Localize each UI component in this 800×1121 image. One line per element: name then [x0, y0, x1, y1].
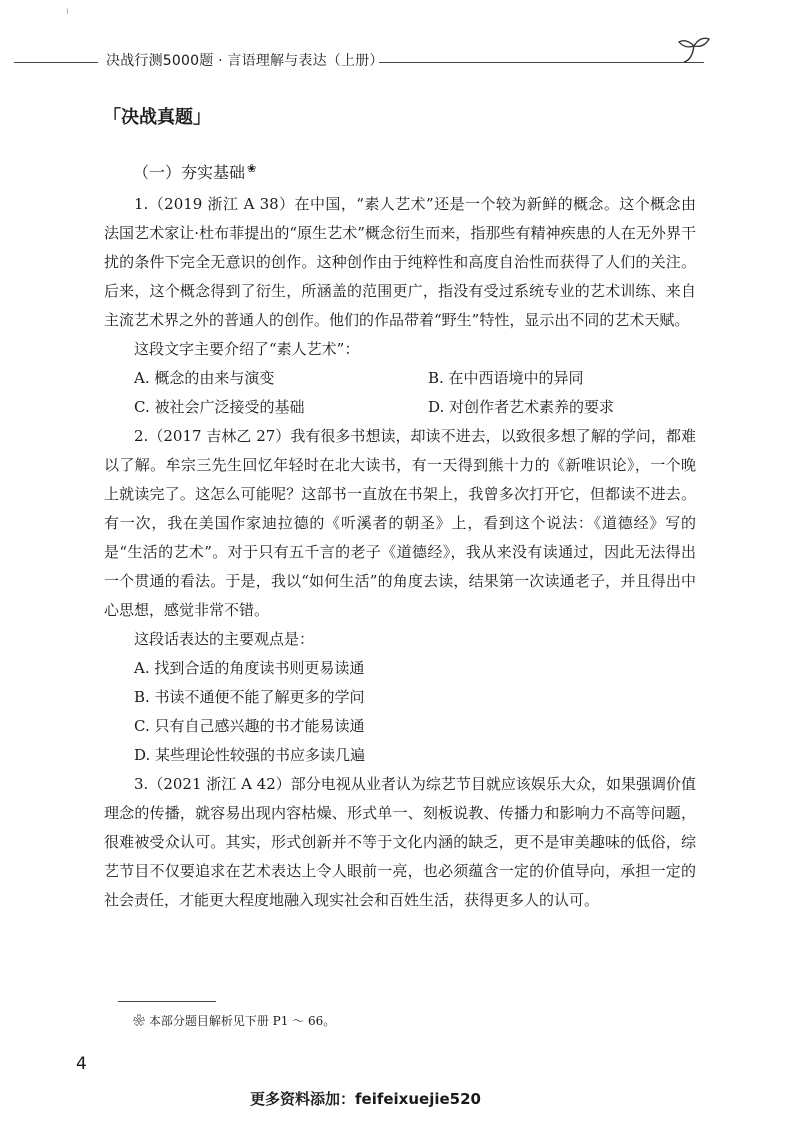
option-d: D. 某些理论性较强的书应多读几遍 [134, 746, 366, 764]
question-3-stem: 3.（2021 浙江 A 42）部分电视从业者认为综艺节目就应该娱乐大众，如果强调价值理念的传播，就容易出现内容枯燥、形式单一、刻板说教、传播力和影响力不高等问题，很难被受众认可。其实，形式创新并不等于文化内涵的缺乏，更不是审美趣味的低俗，综艺节目不仅要追求在艺术表达上令人眼前一亮，也必须蕴含一定的价值导向，承担一定的社会责任，才能更大程度地融入现实社会和百姓生活，获得更多人的认可。 [104, 775, 696, 909]
question-1-prompt: 这段文字主要介绍了“素人艺术”： [134, 340, 360, 358]
question-1-options [104, 364, 696, 422]
question-2-prompt: 这段话表达的主要观点是： [134, 630, 315, 648]
option-b: B. 在中西语境中的异同 [428, 369, 584, 387]
running-header [14, 44, 714, 74]
main-content [104, 190, 696, 915]
question-1-stem: 1.（2019 浙江 A 38）在中国，“素人艺术”还是一个较为新鲜的概念。这个概念由法国艺术家让·杜布菲提出的“原生艺术”概念衍生而来，指那些有精神疾患的人在无外界干扰的条件下完全无意识的创作。这种创作由于纯粹性和高度自治性而获得了人们的关注。后来，这个概念得到了衍生，所涵盖的范围更广，指没有受过系统专业的艺术训练、来自主流艺术界之外的普通人的创作。他们的作品带着“野生”特性，显示出不同的艺术天赋。 [104, 195, 696, 329]
subsection-title [133, 160, 256, 183]
option-a: A. 概念的由来与演变 [134, 369, 275, 387]
footnote-divider [118, 1001, 216, 1002]
bottom-watermark-text: 更多资料添加：feifeixuejie520 [250, 1090, 481, 1108]
page-number: 4 [76, 1054, 87, 1074]
option-a: A. 找到合适的角度读书则更易读通 [134, 659, 365, 677]
header-rule-right [379, 62, 704, 63]
sprout-icon [676, 34, 712, 64]
subsection-title-text: （一）夯实基础 [133, 163, 246, 182]
section-title: 「决战真题」 [103, 107, 211, 128]
footnote-marker-icon: ❀ [247, 161, 257, 175]
option-c: C. 被社会广泛接受的基础 [134, 398, 305, 416]
question-2-stem: 2.（2017 吉林乙 27）我有很多书想读，却读不进去，以致很多想了解的学问，都难以了解。牟宗三先生回忆年轻时在北大读书，有一天得到熊十力的《新唯识论》，一个晚上就读完了。这怎么可能呢？这部书一直放在书架上，我曾多次打开它，但都读不进去。有一次，我在美国作家迪拉德的《听溪者的朝圣》上，看到这个说法：《道德经》写的是“生活的艺术”。对于只有五千言的老子《道德经》，我从来没有读通过，因此无法得出一个贯通的看法。于是，我以“如何生活”的角度去读，结果第一次读通老子，并且得出中心思想，感觉非常不错。 [104, 427, 696, 619]
header-rule-left [14, 62, 98, 63]
option-c: C. 只有自己感兴趣的书才能易读通 [134, 717, 365, 735]
footnote: ❀ 本部分题目解析见下册 P1 ～ 66。 [133, 1014, 336, 1028]
header-title: 决战行测5000题 · 言语理解与表达（上册） [106, 53, 384, 69]
option-d: D. 对创作者艺术素养的要求 [428, 398, 615, 416]
option-b: B. 书读不通便不能了解更多的学问 [134, 688, 365, 706]
corner-mark: ı [66, 6, 69, 17]
